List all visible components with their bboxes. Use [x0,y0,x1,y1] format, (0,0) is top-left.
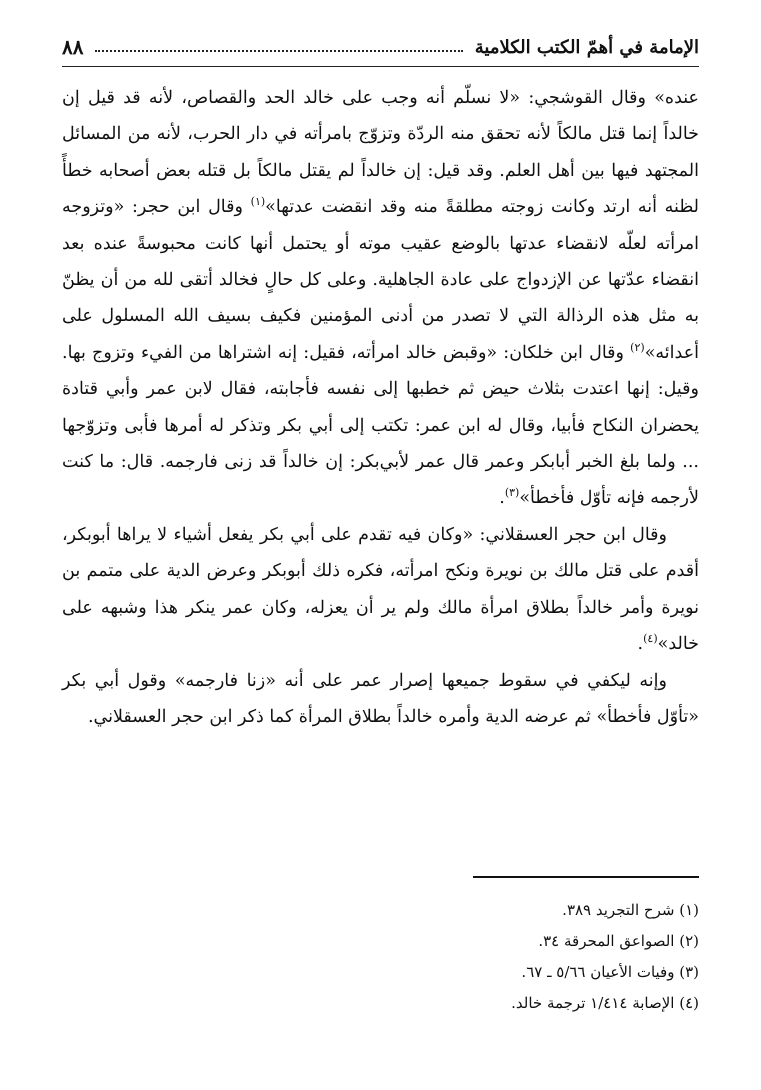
footnote-1: (١) شرح التجريد ٣٨٩. [562,901,699,919]
header-title: الإمامة في أهمّ الكتب الكلامية [474,36,699,58]
footnote-ref-1: (١) [250,195,266,209]
paragraph-1-end: . [499,488,505,509]
paragraph-2-part-1: وقال ابن حجر العسقلاني: «وكان فيه تقدم على أبي بكر يفعل أشياء لا يراها أبوبكر، أقدم على قتل مالك بن نويرة ونكح امرأته، فكره ذلك أبوبكر وعرض الدية على متمم بن نويرة وأمر خالداً بطلاق امرأة مالك ولم ير أن يعزله، وكان عمر ينكر هذا وشبهه على خالد» [62,524,700,655]
running-header [62,30,699,64]
footnote-2: (٢) الصواعق المحرقة ٣٤. [538,932,699,950]
page-number: ٨٨ [62,35,84,59]
footnote-ref-3: (٣) [504,486,520,500]
main-text [62,80,699,735]
header-dot-leader [95,50,462,52]
footnote-4: (٤) الإصابة ١/٤١٤ ترجمة خالد. [511,994,699,1012]
header-rule [62,66,699,67]
paragraph-1 [62,80,699,517]
footnote-ref-2: (٢) [630,341,645,355]
paragraph-3: وإنه ليكفي في سقوط جميعها إصرار عمر على أنه «زنا فارجمه» وقول أبي بكر «تأوّل فأخطأ» ثم عرضه الدية وأمره خالداً بطلاق المرأة كما ذكر ابن حجر العسقلاني. [62,670,699,727]
footnote-separator [473,876,699,878]
footnote-3: (٣) وفيات الأعيان ٥/٦٦ ـ ٦٧. [521,963,699,981]
footnotes [62,895,699,1019]
paragraph-1-part-1: عنده» وقال القوشجي: «لا نسلّم أنه وجب على خالد الحد والقصاص، لأنه قد قيل إن خالداً إنما قتل مالكاً لأنه تحقق منه الردّة وتزوّج بامرأته في دار الحرب، لأنه من المسائل المجتهد فيها بين أهل العلم. وقد قيل: إن خالداً لم يقتل مالكاً بل قتله بعض أصحابه خطأً لظنه أنه ارتد وكانت زوجته مطلقةً منه وقد انقضت عدتها» [62,88,700,218]
paragraph-2-end: . [637,634,644,655]
paragraph-1-part-3: وقال ابن خلكان: «وقبض خالد امرأته، فقيل: إنه اشتراها من الفيء وتزوج بها. وقيل: إنها اعتدت بثلاث حيض ثم خطبها إلى نفسه فأجابته، فقال لابن عمر وأبي قتادة يحضران النكاح فأبيا، وقال له ابن عمر: تكتب إلى أبي بكر وتذكر له أمرها فأبى وتزوّجها ... ولما بلغ الخبر أبابكر وعمر قال عمر لأبي‌بكر: إن خالداً قد زنى فارجمه. قال: ما كنت لأرجمه فإنه تأوّل فأخطأ» [62,342,699,509]
footnote-ref-4: (٤) [643,632,658,646]
paragraph-1-part-2: وقال ابن حجر: «وتزوجه امرأته لعلّه لانقضاء عدتها بالوضع عقيب موته أو يحتمل أنها كانت محبوسةً عنده بعد انقضاء عدّتها عن الإزدواج على عادة الجاهلية. وعلى كل حالٍ فخالد أتقى لله من أن يظنّ به مثل هذه الرذالة التي لا تصدر من أدنى المؤمنين فكيف بسيف الله المسلول على أعدائه» [62,197,699,363]
paragraph-2 [62,517,699,663]
